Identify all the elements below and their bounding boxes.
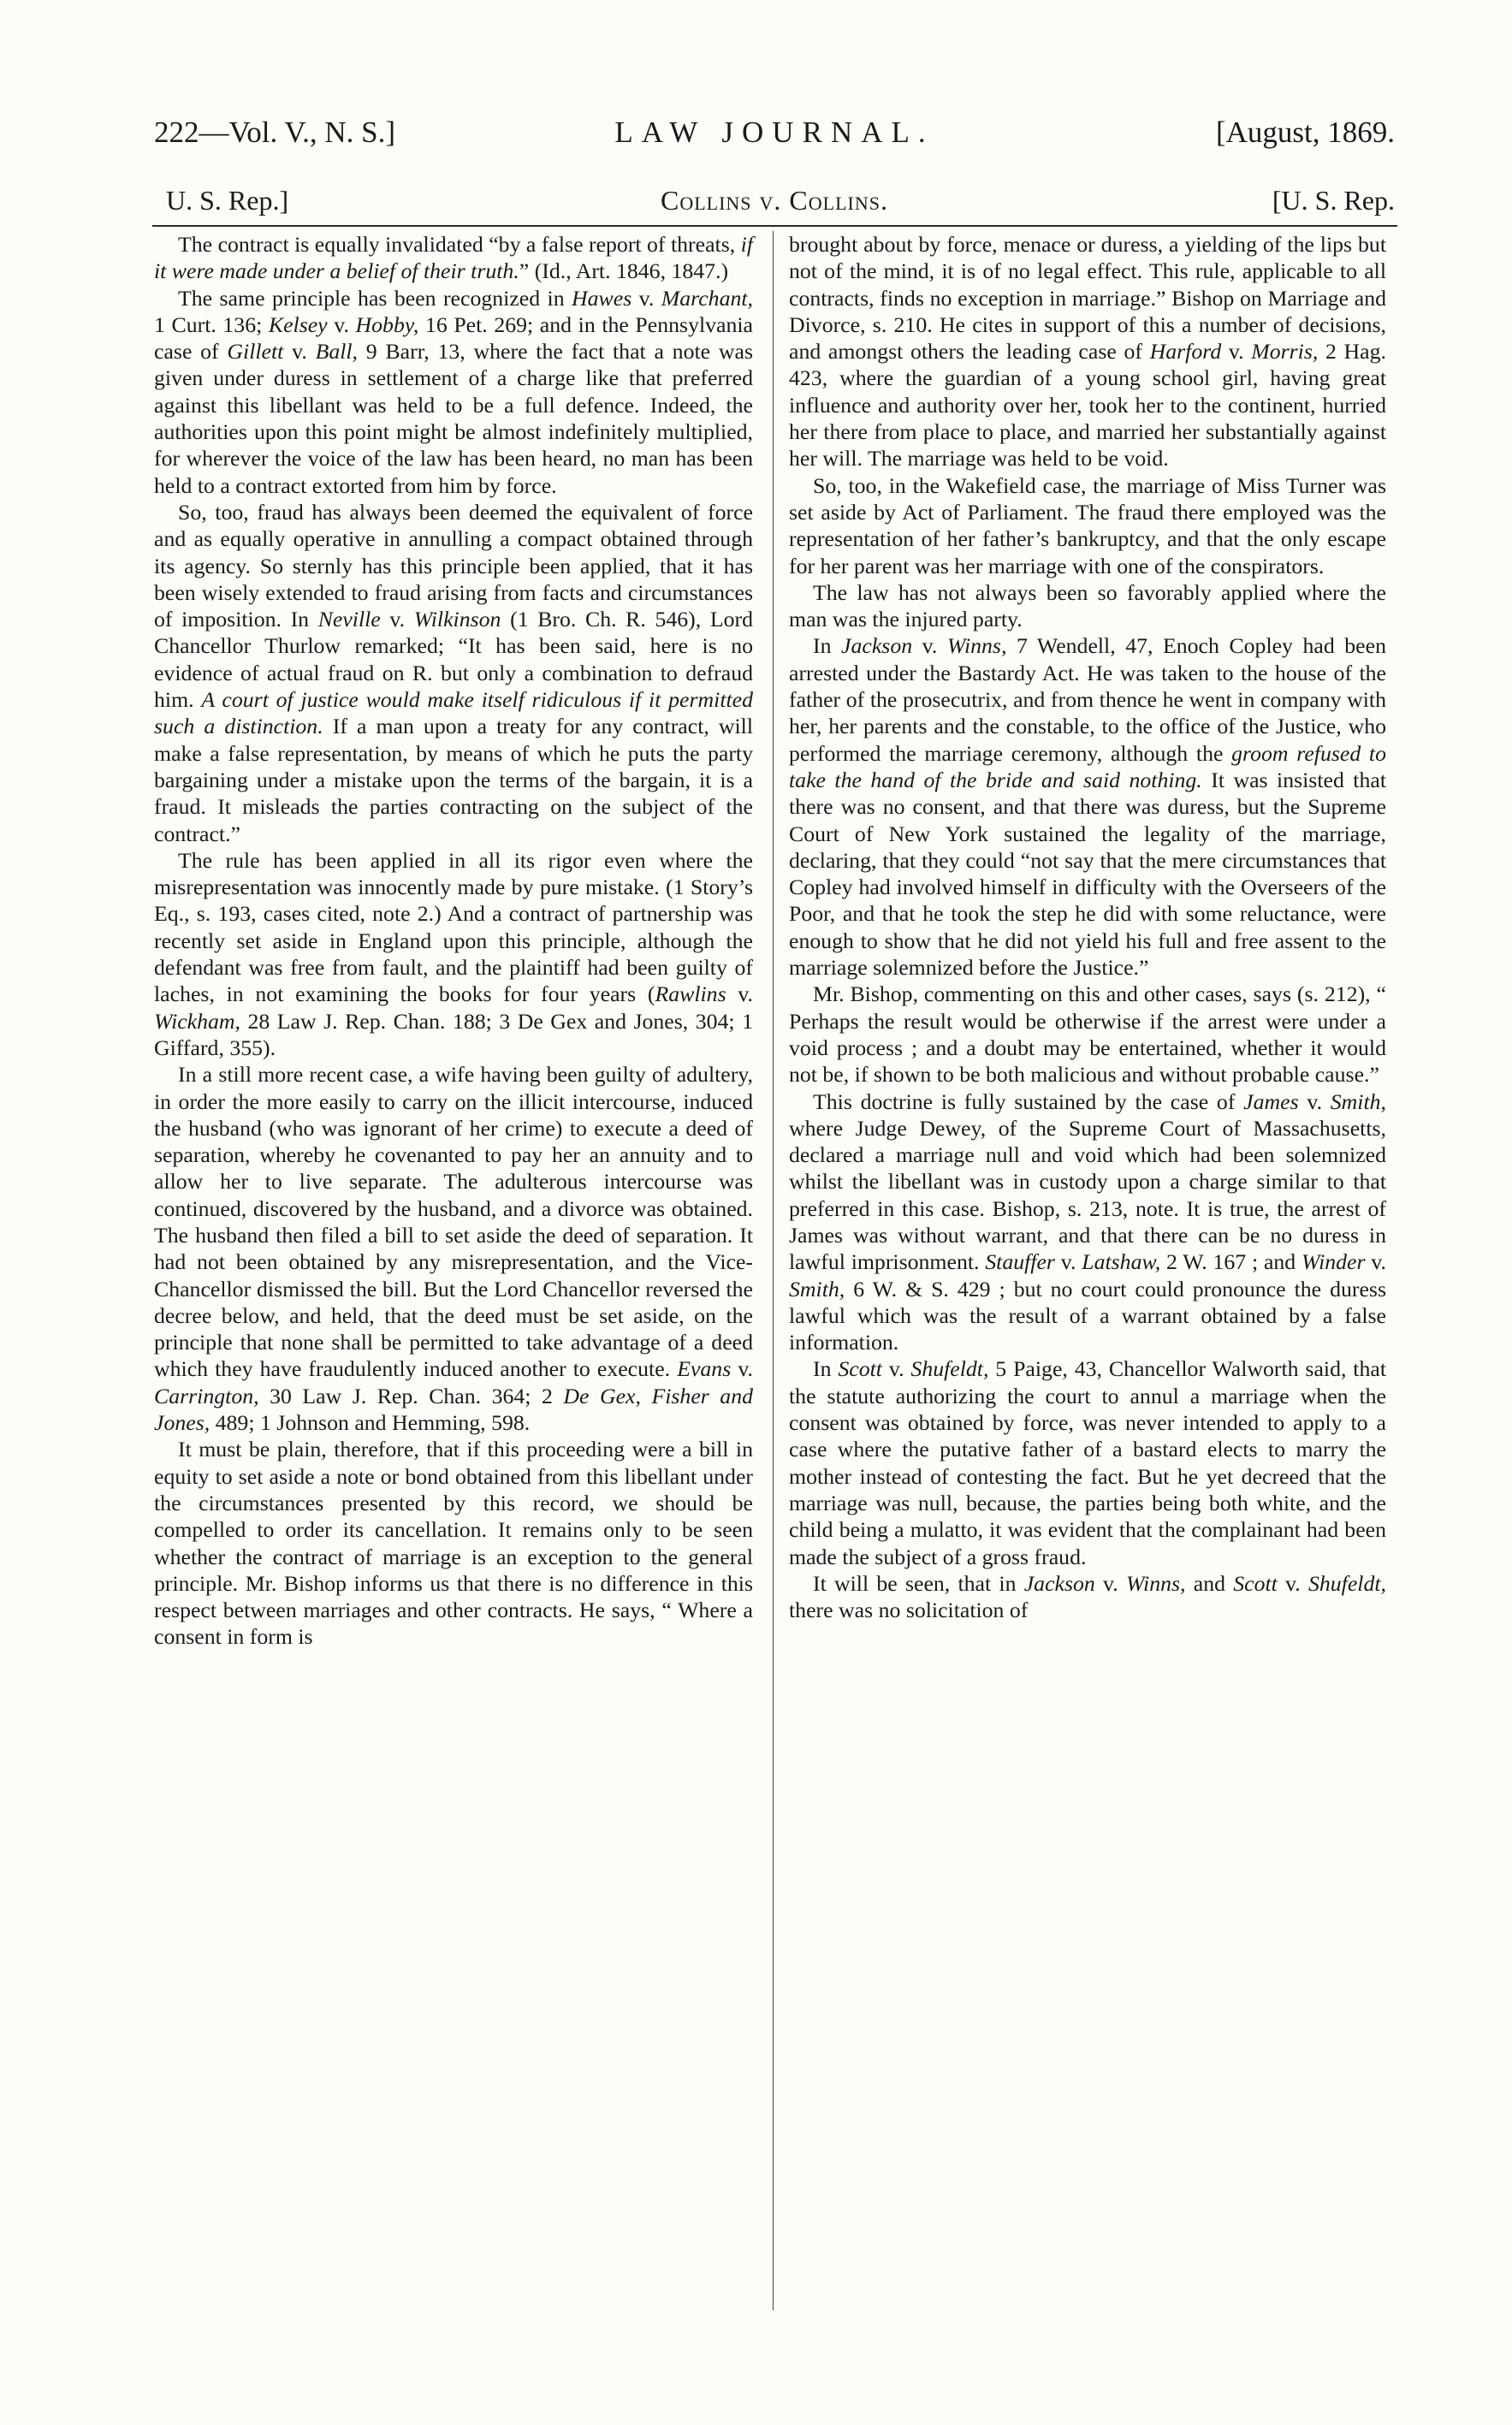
paragraph: In Jackson v. Winns, 7 Wendell, 47, Enoch Copley had been arrested under the Bastardy Act. He was taken to the house of the father of the prosecutrix, and from thence he went in company with her, her parents and the constable, to the office of the Justice, who performed the marriage ceremony, although the groom refused to take the hand of the bride and said nothing. It was insisted that there was no consent, and that there was duress, but the Supreme Court of New York sustained the legality of the marriage, declaring, that they could “not say that the mere circumstances that Copley had involved himself in difficulty with the Overseers of the Poor, and that he took the step he did with some reluctance, were enough to show that he did not yield his full and free assent to the marriage solemnized before the Justice.” [789, 633, 1386, 981]
paragraph: In a still more recent case, a wife having been guilty of adultery, in order the more easily to carry on the illicit intercourse, induced the husband (who was ignorant of her crime) to execute a deed of separation, whereby he covenanted to pay her an annuity and to allow her to live separate. The adulterous intercourse was continued, discovered by the husband, and a divorce was obtained. The husband then filed a bill to set aside the deed of separation. It had not been obtained by any misrepresentation, and the Vice-Chancellor dismissed the bill. But the Lord Chancellor reversed the decree below, and held, that the deed must be set aside, on the principle that none shall be permitted to take advantage of a deed which they have fraudulently induced another to execute. Evans v. Carrington, 30 Law J. Rep. Chan. 364; 2 De Gex, Fisher and Jones, 489; 1 Johnson and Hemming, 598. [154, 1062, 754, 1436]
paragraph: This doctrine is fully sustained by the case of James v. Smith, where Judge Dewey, of the Supreme Court of Massachusetts, declared a marriage null and void which had been solemnized whilst the libellant was in custody upon a charge similar to that preferred in this case. Bishop, s. 213, note. It is true, the arrest of James was without warrant, and that there can be no duress in lawful imprisonment. Stauffer v. Latshaw, 2 W. 167 ; and Winder v. Smith, 6 W. & S. 429 ; but no court could pronounce the duress lawful which was the result of a warrant obtained by a false information. [789, 1088, 1387, 1355]
paragraph: The same principle has been recognized in Hawes v. Marchant, 1 Curt. 136; Kelsey v. Hobby, 16 Pet. 269; and in the Pennsylvania case of Gillett v. Ball, 9 Barr, 13, where the fact that a note was given under duress in settlement of a charge like that preferred against this libellant was held to be a full defence. Indeed, the authorities upon this point might be almost indefinitely multiplied, for wherever the voice of the law has been heard, no man has been held to a contract extorted from him by force. [154, 285, 753, 498]
paragraph: It will be seen, that in Jackson v. Winns, and Scott v. Shufeldt, there was no solicitation of [789, 1570, 1386, 1623]
issue-date: [August, 1869. [1215, 116, 1395, 149]
paragraph: The law has not always been so favorably applied where the man was the injured party. [789, 579, 1386, 632]
paragraph: Mr. Bishop, commenting on this and other cases, says (s. 212), “ Perhaps the result would be otherwise if the arrest were under a void process ; and a doubt may be entertained, whether it would not be, if shown to be both malicious and without probable cause.” [789, 981, 1386, 1088]
case-title: Collins v. Collins. [660, 185, 888, 216]
paragraph: So, too, fraud has always been deemed the equivalent of force and as equally operative in annulling a compact obtained through its agency. So sternly has this principle been applied, that it has been wisely extended to fraud arising from facts and circumstances of imposition. In Neville v. Wilkinson (1 Bro. Ch. R. 546), Lord Chancellor Thurlow remarked; “It has been said, here is no evidence of actual fraud on R. but only a combination to defraud him. A court of justice would make itself ridiculous if it permitted such a distinction. If a man upon a treaty for any contract, will make a false representation, by means of which he puts the party bargaining under a mistake upon the terms of the bargain, it is a fraud. It misleads the parties contracting on the subject of the contract.” [154, 499, 753, 846]
journal-title: LAW JOURNAL. [614, 116, 934, 149]
paragraph-continued: brought about by force, menace or duress, a yielding of the lips but not of the mind, it is of no legal effect. This rule, applicable to all contracts, finds no exception in marriage.” Bishop on Marriage and Divorce, s. 210. He cites in support of this a number of decisions, and amongst others the leading case of Harford v. Morris, 2 Hag. 423, where the guardian of a young school girl, having great influence and authority over her, took her to the continent, hurried her there from place to place, and married her substantially against her will. The marriage was held to be void. [789, 232, 1386, 471]
running-head [154, 185, 1395, 222]
paragraph: The contract is equally invalidated “by a false report of threats, if it were made under a belief of their truth.” (Id., Art. 1846, 1847.) [154, 232, 753, 284]
left-column [154, 231, 753, 1651]
page-header [154, 116, 1395, 158]
paragraph: In Scott v. Shufeldt, 5 Paige, 43, Chancellor Walworth said, that the statute authorizing the court to annul a marriage when the consent was obtained by force, was never intended to apply to a case where the putative father of a bastard elects to marry the mother instead of contesting the fact. But he yet decreed that the marriage was null, because, the parties being both white, and the child being a mulatto, it was evident that the complainant had been made the subject of a gross fraud. [789, 1356, 1386, 1569]
running-head-left: U. S. Rep.] [166, 185, 289, 216]
running-head-right: [U. S. Rep. [1272, 185, 1395, 216]
right-column [789, 231, 1386, 1623]
header-rule [152, 225, 1397, 227]
column-divider [773, 231, 774, 2310]
paragraph: So, too, in the Wakefield case, the marriage of Miss Turner was set aside by Act of Parliament. The fraud there employed was the representation of her father’s bankruptcy, and that the only escape for her parent was her marriage with one of the conspirators. [789, 472, 1386, 578]
paragraph: The rule has been applied in all its rigor even where the misrepresentation was innocently made by pure mistake. (1 Story’s Eq., s. 193, cases cited, note 2.) And a contract of partnership was recently set aside in England upon this principle, although the defendant was free from fault, and the plaintiff had been guilty of laches, in not examining the books for four years (Rawlins v. Wickham, 28 Law J. Rep. Chan. 188; 3 De Gex and Jones, 304; 1 Giffard, 355). [154, 847, 753, 1060]
paragraph: It must be plain, therefore, that if this proceeding were a bill in equity to set aside a note or bond obtained from this libellant under the circumstances presented by this record, we should be compelled to order its cancellation. It remains only to be seen whether the contract of marriage is an exception to the general principle. Mr. Bishop informs us that there is no difference in this respect between marriages and other contracts. He says, “ Where a consent in form is [154, 1437, 753, 1650]
page-number-volume: 222—Vol. V., N. S.] [154, 116, 396, 149]
